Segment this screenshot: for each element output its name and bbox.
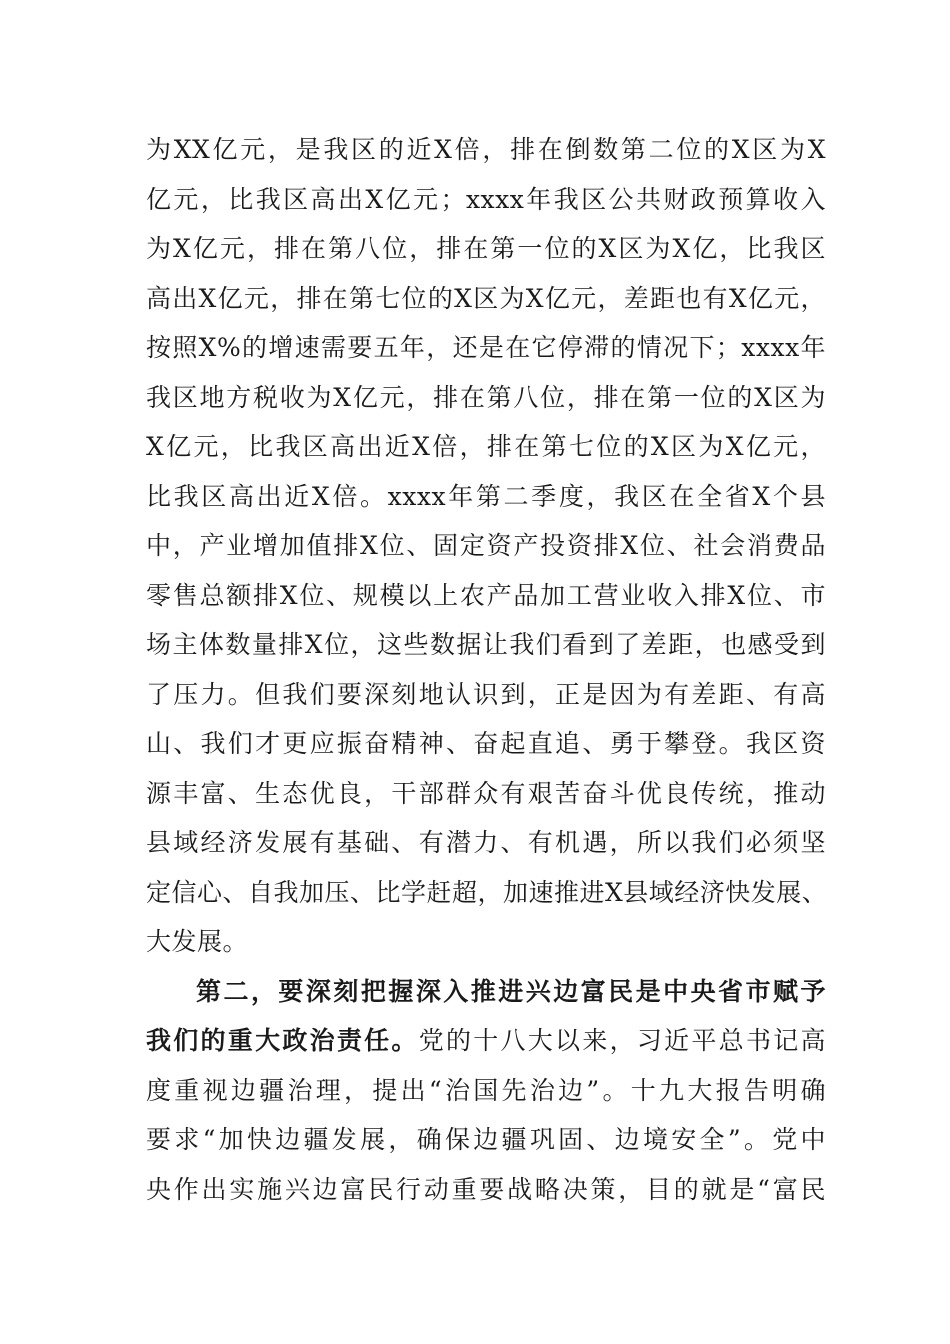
paragraph1-line-11: 场主体数量排X位，这些数据让我们看到了差距，也感受到 [146,630,826,659]
paragraph2-line-2 [146,1021,826,1071]
paragraph1-line-2: 亿元，比我区高出X亿元；xxxx年我区公共财政预算收入 [146,184,826,214]
paragraph2-line-3: 度重视边疆治理，提出“治国先治边”。十九大报告明确 [146,1075,826,1105]
paragraph1-line-7: X亿元，比我区高出近X倍，排在第七位的X区为X亿元， [146,432,826,461]
paragraph1-line-6: 我区地方税收为X亿元，排在第八位，排在第一位的X区为 [146,382,826,412]
paragraph1-line-4: 高出X亿元，排在第七位的X区为X亿元，差距也有X亿元， [146,283,826,313]
paragraph1-line-3: 为X亿元，排在第八位，排在第一位的X区为X亿，比我区 [146,234,826,263]
paragraph2-line-4: 要求“加快边疆发展，确保边疆巩固、边境安全”。党中 [146,1125,826,1154]
paragraph2-heading-end: 我们的重大政治责任。 [146,1026,419,1055]
paragraph2-line-2-rest: 党的十八大以来，习近平总书记高 [418,1026,826,1055]
paragraph1-line-5: 按照X%的增速需要五年，还是在它停滞的情况下；xxxx年 [146,333,826,362]
paragraph1-line-15: 县域经济发展有基础、有潜力、有机遇，所以我们必须坚 [146,828,826,857]
paragraph1-line-8: 比我区高出近X倍。xxxx年第二季度，我区在全省X个县 [146,481,826,511]
paragraph1-line-13: 山、我们才更应振奋精神、奋起直追、勇于攀登。我区资 [146,729,826,758]
paragraph1-line-14: 源丰富、生态优良，干部群众有艰苦奋斗优良传统，推动 [146,778,826,808]
paragraph1-line-10: 零售总额排X位、规模以上农产品加工营业收入排X位、市 [146,580,826,610]
paragraph2-line-5: 央作出实施兴边富民行动重要战略决策，目的就是“富民 [146,1174,826,1204]
paragraph2-heading-line: 第二，要深刻把握深入推进兴边富民是中央省市赋予 [196,976,826,1006]
paragraph1-line-9: 中，产业增加值排X位、固定资产投资排X位、社会消费品 [146,531,826,560]
body-text [146,130,826,1219]
paragraph1-line-12: 了压力。但我们要深刻地认识到，正是因为有差距、有高 [146,679,826,709]
paragraph1-line-1: 为XX亿元，是我区的近X倍，排在倒数第二位的X区为X [146,135,826,164]
paragraph1-line-17: 大发展。 [146,927,249,956]
paragraph1-line-16: 定信心、自我加压、比学赶超，加速推进X县域经济快发展、 [146,877,828,907]
